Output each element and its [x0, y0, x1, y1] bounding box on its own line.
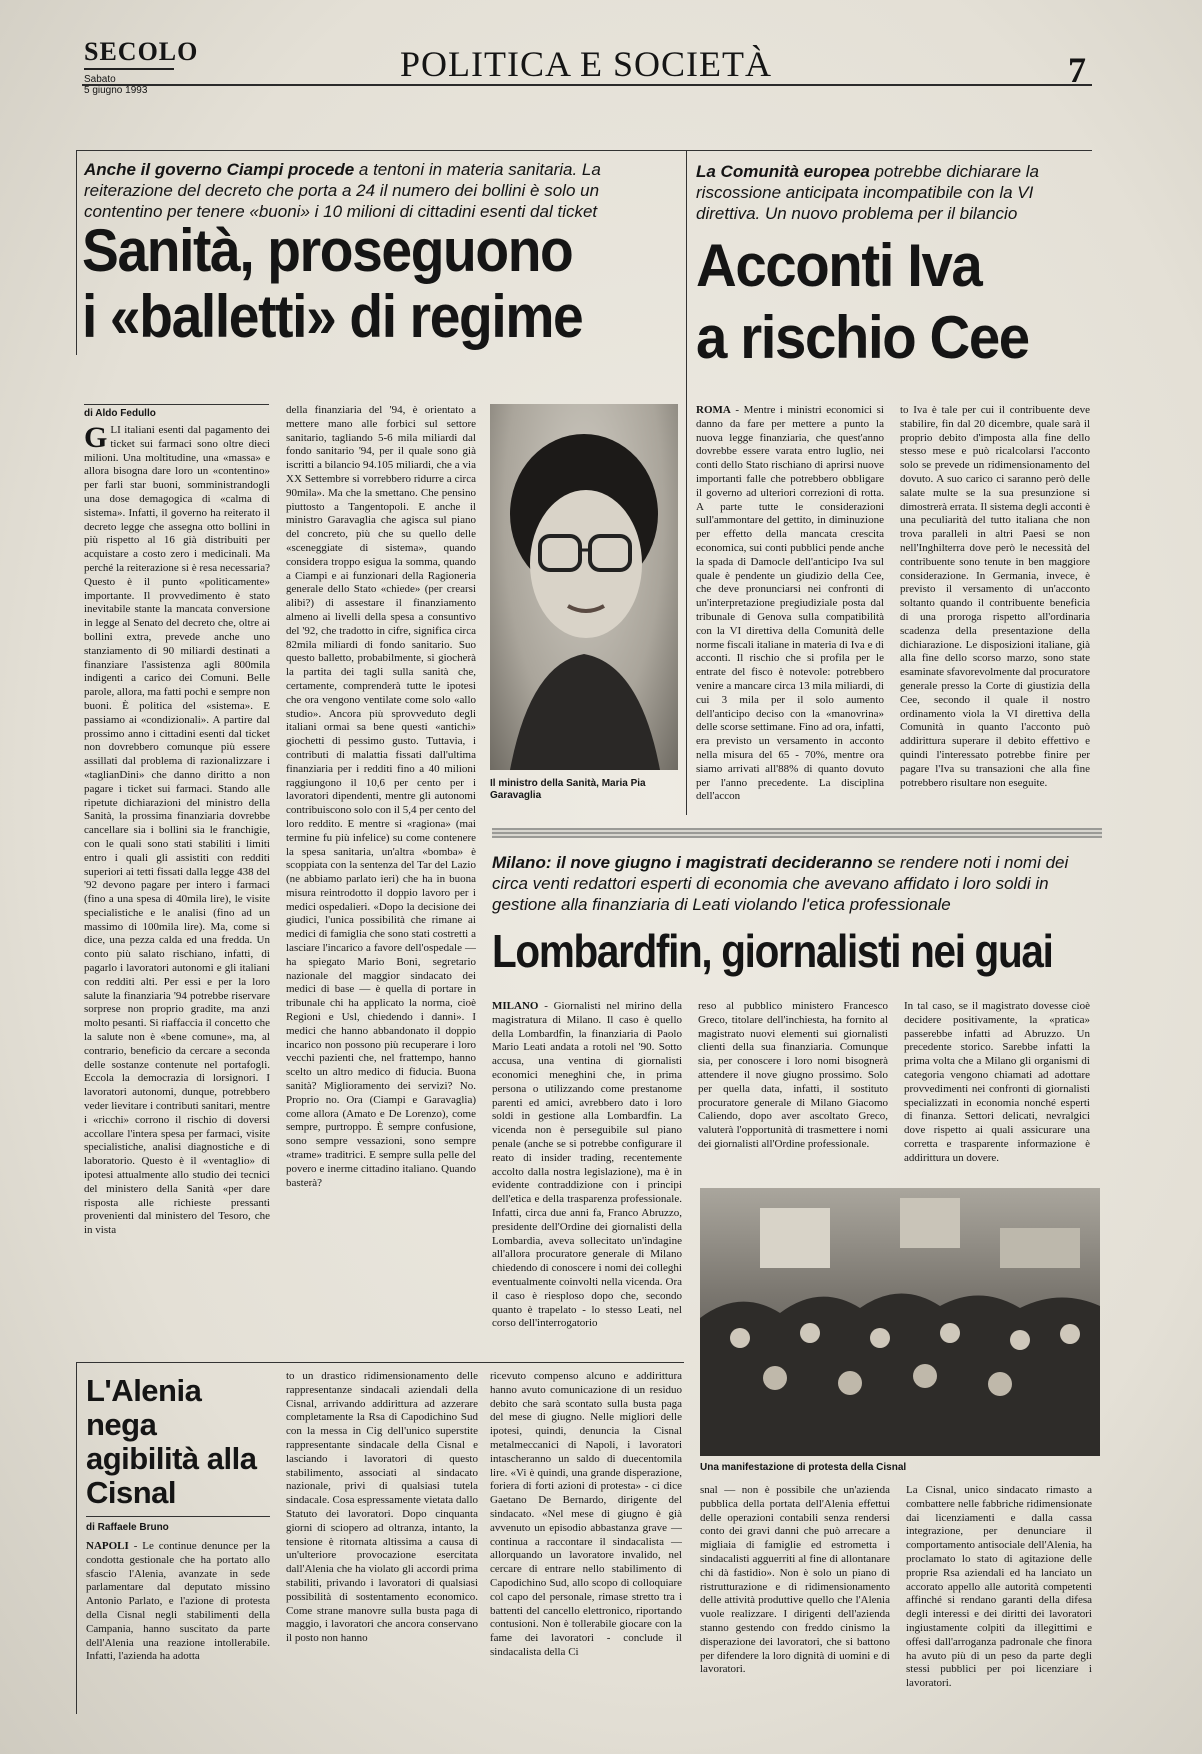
sanita-column-1: [84, 424, 270, 1356]
iva-kicker: [696, 161, 1068, 224]
alenia-byline-rule: [86, 1516, 270, 1517]
sanita-byline: di Aldo Fedullo: [84, 408, 156, 419]
alenia-column-5: [906, 1484, 1092, 1716]
crowd-illustration: [700, 1188, 1100, 1456]
dropcap: G: [84, 424, 108, 454]
lombardfin-col2-text: reso al pubblico ministero Francesco Greco, titolare dell'inchiesta, ha fornito al magistrato nuovi elementi sui giornalisti clienti della sua finanziaria. Comunque sia, per conoscere i loro nomi bisognerà attendere il nove giugno prossimo. Solo per quella data, infatti, il sostituto procuratore generale di Milano Giacomo Caliendo, dopo aver ascoltato Greco, valuterà l'opportunità di trasmettere i nomi dei giornalisti all'Ordine professionale.: [698, 1000, 888, 1150]
iva-kicker-text: potrebbe dichiarare la riscossione anticipata incompatibile con la VI direttiva. Un nuovo problema per il bilancio: [696, 162, 1039, 223]
top-article-rule: [76, 150, 1092, 151]
brand-underline: [84, 68, 174, 70]
alenia-col1-text: - Le continue denunce per la condotta gestionale che ha portato allo sfascio l'Alenia, avanzate in sede parlamentare dal deputato missino Antonio Parlato, e l'azione di protesta della Cisnal negli stabilimenti della Campania, hanno suscitato da parte dell'Alenia una reazione intollerabile. Infatti, l'azienda ha adotta: [86, 1540, 270, 1663]
alenia-column-2: [286, 1370, 478, 1716]
alenia-byline: di Raffaele Bruno: [86, 1522, 169, 1533]
lombardfin-kicker-lead: Milano: il nove giugno i magistrati decideranno: [492, 853, 873, 872]
lombardfin-dateline: MILANO: [492, 1000, 539, 1012]
sanita-col2-text: della finanziaria del '94, è orientato a mettere mano alle forbici sul settore sanitario, tagliando 5-6 mila miliardi dal fondo sanitario '94, per il quale sono già iscritti a bilancio 94.105 miliardi, che a via XX Settembre si vorrebbero ridurre a circa 90mila». Ma che la smettano. Che pensino piuttosto a Tangentopoli. E anche il ministro Garavaglia che agisca sul piano del concreto, più che su quello delle «sceneggiate di sistema», quando considera troppo esigua la somma, quando a Ciampi e ai funzionari della Ragioneria generale dello Stato «chiede» (per crearsi alibi?) di assestare il finanziamento almeno ai livelli della spesa a consuntivo del '92, che tradotto in cifre, significa circa 82mila miliardi di fondo sanitario. Suo questo balletto, probabilmente, si giocherà la partita dei tagli sulla sanità che, certamente, comprenderà tutte le ipotesi che ora vengono ventilate come solo «allo studio». Ancora più sprovveduto degli italiani ormai sa bene questi «antichi» giochetti di pessimo gusto. Tuttavia, i contributi di malattia fissati dall'ultima finanziaria per i redditi fino a 40 milioni raggiungono il 10,6 per cento per i lavoratori dipendenti, mentre gli autonomi contribuiscono solo con il 5,4 per cento del loro reddito. E mentre si «ragiona» (mai termine fu più infelice) su come contenere la spesa sanitaria, un'altra «bomba» è scoppiata con la sentenza del Tar del Lazio (ne abbiamo parlato ieri) che ha in buona misura reintrodotto il doppio lavoro per i medici ospedalieri. «Dopo la decisione dei giudici, l'unica possibilità che rimane ai medici di famiglia che sono stati costretti a lasciare l'incarico a favore dell'ospedale — ha spiegato Mario Boni, segretario nazionale del maggior sindacato dei medici di base — è quella di portare in tribunale chi ha applicato la norma, cioè Regioni e Usl, chiedendo i danni». I medici che hanno abbandonato il doppio incarico non possono più recuperare i loro vecchi pazienti che, nel frattempo, hanno scelto un altro medico di fiducia. Buona sanità? Miglioramento dei servizi? No. Proprio no. Ora (Ciampi e Garavaglia) come allora (Amato e De Lorenzo), come sempre, purtroppo. È sempre confusione, sono sempre vessazioni, sono sempre «trame» traditrici. E sempre sulla pelle del povero e inerme cittadino italiano. Quando basterà?: [286, 404, 476, 1189]
lombardfin-headline: Lombardfin, giornalisti nei guai: [492, 925, 1053, 977]
lombardfin-column-2: [698, 1000, 888, 1180]
iva-headline-line1: Acconti Iva: [696, 232, 982, 299]
iva-col2-text: to Iva è tale per cui il contribuente deve stabilire, fin dal 20 dicembre, quale sarà il proprio debito d'imposta alla fine dello stesso mese e può ricalcolarsi l'acconto solo se prevede un ridimensionamento del dovuto. A suo carico ci saranno però delle salate multe se la sua presunzione si dimostrerà errata. Il sistema degli acconti è una peculiarità del tutto italiana che non trova paralleli in altri Paesi se non nell'Inghilterra dove però le necessità del contribuente sono tenute in ben maggiore considerazione. In Germania, invece, è previsto il versamento di un'acconto soltanto quando il contribuente beneficia di una proroga rispetto all'ordinaria scadenza della presentazione della dichiarazione. Le disposizioni italiane, già alla fine dello scorso marzo, sono state esaminate sfavorevolmente dal procuratore generale presso la Corte di giustizia della Cee, secondo il quale il nostro ordinamento viola la VI direttiva della Comunità in quanto l'acconto può addirittura superare il debito effettivo e quindi l'interessato potrebbe finire per pagare l'Iva su transazioni che alla fine potrebbero risultare non eseguite.: [900, 404, 1090, 789]
sanita-col1-text: LI italiani esenti dal pagamento dei ticket sui farmaci sono oltre dieci milioni. Una moltitudine, una «massa» e allora bisogna dare loro un «contentino» per farli star buoni, somministrandogli una dose demagogica di «calma di sistema». Infatti, il governo ha reiterato il decreto legge che assegna otto bollini in più rispetto al 16 già distribuiti per acquistare a costo zero i medicinali. Ma perché la reiterazione si è resa necessaria? Questo è il punto «politicamente» importante. Il provvedimento è stato inevitabile stante la mancata conversione in legge al Senato del decreto che, oltre ai bollini extra, prevede anche uno stanziamento di 90 miliardi destinati a finanziare l'assistenza agli 800mila indigenti a carico dei Comuni. Belle parole, allora, ma fatti pochi e sempre non buoni. È politica del «sistema». E passiamo ai «condizionali». A partire dal prossimo anno i cittadini esenti dal ticket non dovrebbero comunque più essere assillati dal problema di razionalizzare i «taglianDini» che danno diritto a non pagare i ticket sui farmaci. Stando alle ripetute dichiarazioni del ministro della Sanità, la prossima finanziaria dovrebbe cancellare sia i bollini sia le franchigie, con le quali sono stati stabiliti i limiti entro i quali gli assistiti con redditi superiori ai tetti fissati dalla legge 438 del '92 devono pagare per intero i farmaci (fino a una spesa di 40mila lire), le visite specialistiche e le analisi (fino ad un massimo di 100mila lire). Ma, come si dice, una pezza calda ed una fredda. Un conto più salato rischiano, infatti, di pagarlo i lavoratori autonomi e gli italiani con redditi alti. Per essi e per la loro salute la finanziaria '94 potrebbe riservare sorprese non proprio gradite, ma anzi molto pesanti. Si riaffaccia il concetto che la salute non è «bene comune», ma, al contrario, beneficio da cercare a seconda delle sostanze contenute nel portafogli. Eccola la democrazia di lorsignori. I lavoratori autonomi, dunque, potrebbero veder lievitare i contributi sanitari, mentre i «ricchi» corrono il rischio di doversi accollare l'intera spesa per farmaci, visite specialistiche, analisi diagnostiche e di laboratorio. Questo è il «ventaglio» di ipotesi attualmente allo studio dei tecnici del ministero della Sanità «per dare risposta alle richieste pressanti provenienti dal ministero del Tesoro, che in vista: [84, 424, 270, 1237]
issue-full-date: 5 giugno 1993: [84, 85, 148, 96]
issue-day: Sabato: [84, 74, 116, 85]
section-title: POLITICA E SOCIETÀ: [400, 44, 772, 84]
lombardfin-column-3: [904, 1000, 1090, 1180]
sanita-headline: [82, 218, 582, 350]
iva-col1-text: - Mentre i ministri economici si danno da fare per mettere a punto la nuova legge finanziaria, che quest'anno dovrebbe essere varata entro luglio, nei conti dello Stato rischiano di aprirsi nuove importanti falle che potrebbero obbligare il governo ad ulteriori correzioni di rotta. A parte tutte le considerazioni sull'ammontare del gettito, in diminuzione per effetto della mancata crescita economica, sui conti pubblici pende anche la spada di Damocle dell'anticipo Iva sul quale è pendente un giudizio della Cee, che deve pronunciarsi nei confronti di un'interpretazione pregiudiziale posta dal tribunale di Genova sulla compatibilità con la VI direttiva della Comunità delle norme fiscali italiane in materia di Iva e di acconti. Il rischio che si profila per le entrate del fisco è notevole: potrebbero venire a mancare circa 13 mila miliardi, di cui 3 mila per il solo aumento dell'anticipo deciso con la «manovrina» delle scorse settimane. Fino ad ora, infatti, era previsto un versamento in acconto nella misura del 65 - 70%, mentre ora siamo arrivati all'88% di quanto dovuto per l'anno precedente. La disciplina dell'accon: [696, 404, 884, 803]
lombardfin-kicker: [492, 852, 1088, 915]
alenia-column-1: [86, 1540, 270, 1716]
protest-photo: [700, 1188, 1100, 1456]
byline-rule: [84, 404, 269, 405]
column-divider-rule: [686, 150, 687, 815]
alenia-col3-text: ricevuto compenso alcuno e addirittura hanno avuto comunicazione di un residuo debito che sarà scontato sulla busta paga del mese di giugno. Nelle migliori delle ipotesi, quindi, denuncia la Cisnal metalmeccanici di Napoli, i lavoratori intascheranno un saldo di duecentomila lire. «Vi è quindi, una grande disperazione, foriera di forti azioni di protesta» - ci dice Gaetano De Bernardo, dirigente del sindacato. «Nel mese di giugno è già avvenuto un episodio abbastanza grave — continua a raccontare il sindacalista — allorquando un lavoratore invalido, nel cercare di entrare nello stabilimento di Capodichino Sud, allo scopo di colloquiare col capo del personale, rimase stretto tra i battenti del cancello elettronico, riportando contusioni. Non è tollerabile giocare con la fame dei lavoratori - conclude il sindacalista della Ci: [490, 1370, 682, 1658]
masthead-rule: [82, 84, 1092, 86]
alenia-headline: L'Alenia nega agibilità alla Cisnal: [86, 1373, 257, 1510]
iva-dateline: ROMA: [696, 404, 731, 416]
iva-headline-line2: a rischio Cee: [696, 304, 1029, 371]
sanita-column-2: [286, 404, 476, 1356]
bottom-section-rule: [76, 1362, 684, 1363]
alenia-col5-text: La Cisnal, unico sindacato rimasto a combattere nelle fabbriche ridimensionate dai licenziamenti e dalla cassa integrazione, per denunciare il comportamento antisociale dell'Alenia, ha proclamato lo stato di agitazione delle proprie Rsa aziendali ed ha lanciato un accorato appello alle autorità competenti affinché si rendano garanti della difesa degli interessi e dei diritti dei lavoratori ingiustamente colpiti da illegittimi e offesi dall'arroganza padronale che finora ha avuto più di un peso da parte degli stessi pubblici per poi licenziare i lavoratori.: [906, 1484, 1092, 1690]
sanita-headline-line2: i «balletti» di regime: [82, 283, 583, 350]
sanita-headline-line1: Sanità, proseguono: [82, 217, 573, 284]
portrait-illustration: [490, 404, 678, 770]
alenia-column-3: [490, 1370, 682, 1716]
sanita-kicker-lead: Anche il governo Ciampi procede: [84, 160, 355, 179]
protest-caption: Una manifestazione di protesta della Cisnal: [700, 1462, 907, 1473]
alenia-frame-rule: [76, 1362, 77, 1714]
iva-column-1: [696, 404, 884, 808]
lombardfin-col1-text: - Giornalisti nel mirino della magistratura di Milano. Il caso è quello della Lombardfin, la finanziaria di Paolo Mario Leati andata a rotoli nel '90. Sotto accusa, una ventina di giornalisti economici meneghini che, in prima persona o utilizzando come prestanome parenti ed amici, avrebbero dato i loro soldi in gestione alla Lombardfin. La vicenda non è perseguibile sul piano penale (anche se si potrebbe configurare il reato di insider trading, recentemente accolto dalla nostra legislazione), ma è in evidente contraddizione con i principi dell'etica e della trasparenza professionale. Infatti, circa due anni fa, Franco Abruzzo, presidente dell'Ordine dei giornalisti della Lombardia, aveva sollecitato un'indagine all'allora procuratore generale di Milano chiedendo di conoscere i nomi dei colleghi eventualmente coinvolti nella vicenda. Ora il caso è riesploso dopo che, secondo quanto è trapelato - lo stesso Leati, nel corso dell'interrogatorio: [492, 1000, 682, 1330]
iva-headline: [696, 230, 1029, 374]
minister-caption: Il ministro della Sanità, Maria Pia Garavaglia: [490, 778, 646, 801]
separator-band: [492, 828, 1102, 838]
minister-photo: [490, 404, 678, 770]
left-frame-rule: [76, 150, 77, 355]
newspaper-brand: SECOLO: [84, 37, 199, 66]
alenia-col4-text: snal — non è possibile che un'azienda pubblica della portata dell'Alenia effettui delle operazioni contabili senza rendersi conto dei gravi danni che può arrecare a migliaia di famiglie ed estrometta i sindacalisti agguerriti al fine di allontanare chi dà fastidio». Non è solo un piano di ristrutturazione e di ridimensionamento delle attività produttive quello che l'Alenia vuole realizzare. I dirigenti dell'azienda stanno gestendo con freddo cinismo la disperazione dei lavoratori, che si battono per difendere la loro dignità di uomini e di lavoratori.: [700, 1484, 890, 1676]
lombardfin-kicker-text: se rendere noti i nomi dei circa venti redattori esperti di economia che avevano affidato i loro soldi in gestione alla finanziaria di Leati violando l'etica professionale: [492, 853, 1069, 914]
page-number: 7: [1068, 50, 1086, 90]
iva-column-2: [900, 404, 1090, 808]
sanita-kicker: [84, 159, 604, 222]
lombardfin-column-1: [492, 1000, 682, 1352]
lombardfin-col3-text: In tal caso, se il magistrato dovesse cioè decidere positivamente, la «pratica» passerebbe infatti ad Abruzzo. Un precedente storico. Sarebbe infatti la prima volta che a Milano gli organismi di categoria vengono chiamati ad adottare provvedimenti nei confronti di giornalisti specializzati in economia nonché esperti di finanza. Settori delicati, nevralgici dove rispetto ai quali assicurare una corretta e trasparente informazione è addirittura un dovere.: [904, 1000, 1090, 1164]
alenia-column-4: [700, 1484, 890, 1716]
alenia-col2-text: to un drastico ridimensionamento delle rappresentanze sindacali aziendali della Cisnal, arrivando addirittura ad azzerare completamente la Rsa di Capodichino Sud con la messa in Cig dell'unico superstite rappresentante sindacale della Cisnal e lasciando i lavoratori di questo stabilimento, associati al sindacato nazionale, privi di qualsiasi tutela sindacale. Cosa espressamente vietata dallo Statuto dei lavoratori. Dopo cinquanta giorni di sciopero ad oltranza, intanto, la tensione è ritornata altissima a causa di un'ulteriore provocazione esercitata dall'Alenia che ha violato gli accordi prima stabiliti, privando i lavoratori di qualsiasi possibilità di sostentamento economico. Come strane manovre sulla busta paga di maggio, i lavoratori che ancora conservano il posto non hanno: [286, 1370, 478, 1645]
iva-kicker-lead: La Comunità europea: [696, 162, 870, 181]
sanita-kicker-text: a tentoni in materia sanitaria. La reiterazione del decreto che porta a 24 il numero dei bollini è solo un contentino per tenere «buoni» i 10 milioni di cittadini esenti dal ticket: [84, 160, 601, 221]
alenia-dateline: NAPOLI: [86, 1540, 129, 1552]
